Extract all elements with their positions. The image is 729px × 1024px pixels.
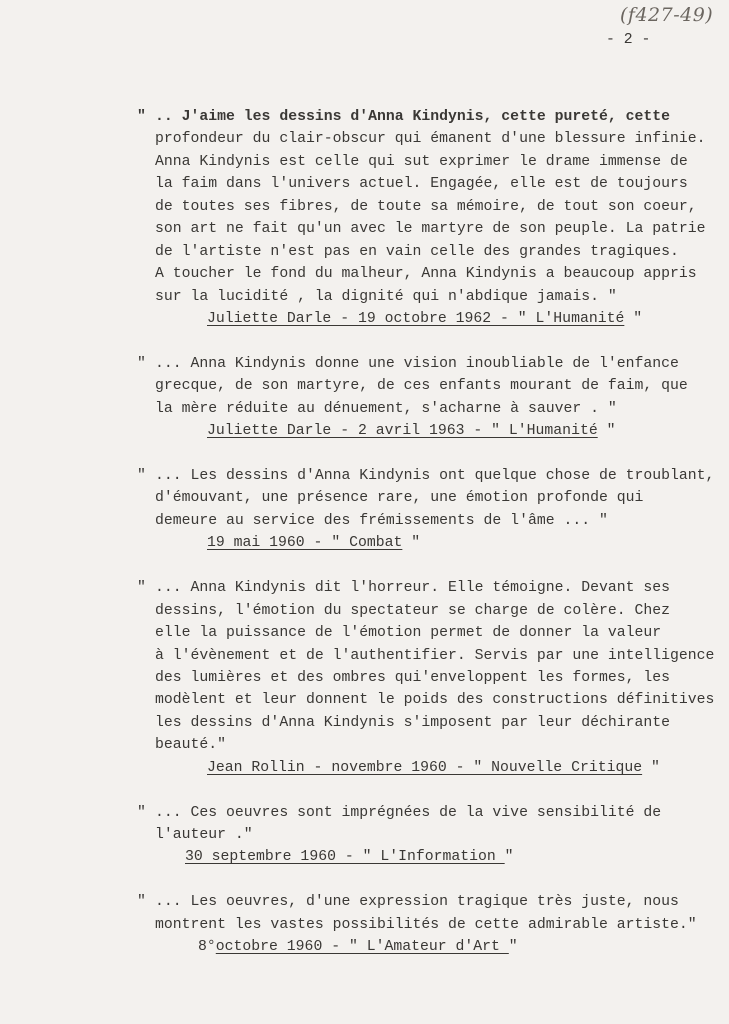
quote-text: ... Ces oeuvres sont imprégnées de la vive sensibilité de <box>155 804 662 821</box>
quote-line <box>137 173 714 195</box>
quote-text: son art ne fait qu'un avec le martyre de son peuple. La patrie <box>155 221 706 238</box>
attribution-source: 19 mai 1960 - " Combat <box>207 535 403 552</box>
quote-block <box>137 353 714 443</box>
attribution <box>137 936 714 958</box>
attribution-source: 30 septembre 1960 - " L'Information <box>185 849 505 866</box>
quote-text: ... Anna Kindynis donne une vision inoubliable de l'enfance <box>155 355 679 372</box>
quote-line <box>137 824 714 846</box>
closing-quote-mark: " <box>508 939 518 956</box>
quote-text: des lumières et des ombres qui'enveloppent les formes, les <box>155 669 671 686</box>
attribution-source: octobre 1960 - " L'Amateur d'Art <box>215 939 509 956</box>
quote-text: la faim dans l'univers actuel. Engagée, elle est de toujours <box>155 176 688 193</box>
quote-text: profondeur du clair-obscur qui émanent d'une blessure infinie. <box>155 131 706 148</box>
quote-line <box>137 891 714 913</box>
quote-text: la mère réduite au dénuement, s'acharne à sauver . " <box>155 400 617 417</box>
closing-quote-mark: " <box>642 759 660 776</box>
attribution-source: Juliette Darle - 19 octobre 1962 - " L'Humanité <box>207 310 625 327</box>
quote-line <box>137 712 714 734</box>
quote-line <box>137 734 714 756</box>
quote-text: ... Anna Kindynis dit l'horreur. Elle témoigne. Devant ses <box>155 580 671 597</box>
quote-line <box>137 510 714 532</box>
quote-text: montrent les vastes possibilités de cette admirable artiste." <box>155 916 697 933</box>
quote-line <box>137 196 714 218</box>
quote-text: grecque, de son martyre, de ces enfants mourant de faim, que <box>155 378 688 395</box>
quote-text: de l'artiste n'est pas en vain celle des grandes tragiques. <box>155 243 679 260</box>
quote-line <box>137 286 714 308</box>
attribution <box>137 846 714 868</box>
quote-text: A toucher le fond du malheur, Anna Kindynis a beaucoup appris <box>155 266 697 283</box>
quote-text: de toutes ses fibres, de toute sa mémoire, de tout son coeur, <box>155 198 697 215</box>
quote-block <box>137 802 714 869</box>
quote-text: modèlent et leur donnent le poids des constructions définitives <box>155 692 715 709</box>
quote-line <box>137 106 714 128</box>
quote-text: sur la lucidité , la dignité qui n'abdique jamais. " <box>155 288 617 305</box>
quote-line <box>137 465 714 487</box>
quote-text: dessins, l'émotion du spectateur se charge de colère. Chez <box>155 602 671 619</box>
opening-quote-mark: " <box>137 580 146 597</box>
opening-quote-mark: " <box>137 355 146 372</box>
quote-block <box>137 465 714 555</box>
quote-text: ... Les dessins d'Anna Kindynis ont quelque chose de troublant, <box>155 468 715 484</box>
opening-quote-mark: " <box>137 109 146 125</box>
quote-line <box>137 375 714 397</box>
quote-text: d'émouvant, une présence rare, une émotion profonde qui <box>155 490 644 507</box>
quote-line <box>137 398 714 420</box>
quote-line <box>137 689 714 711</box>
handwritten-reference: (f427-49) <box>620 4 714 26</box>
closing-quote-mark: " <box>504 849 514 866</box>
quote-block <box>137 891 714 958</box>
quote-block <box>137 106 714 330</box>
quote-text: ... Les oeuvres, d'une expression tragique très juste, nous <box>155 894 679 911</box>
closing-quote-mark: " <box>402 535 421 552</box>
quote-text: l'auteur ." <box>155 827 253 843</box>
quote-line <box>137 218 714 240</box>
closing-quote-mark: " <box>597 423 616 440</box>
quote-line <box>137 600 714 622</box>
quote-text: elle la puissance de l'émotion permet de donner la valeur <box>155 625 662 642</box>
quote-text: .. J'aime les dessins d'Anna Kindynis, cette pureté, cette <box>155 109 671 125</box>
attribution-source: Jean Rollin - novembre 1960 - " Nouvelle Critique <box>207 759 643 776</box>
quote-text: Anna Kindynis est celle qui sut exprimer le drame immense de <box>155 153 688 170</box>
quote-line <box>137 802 714 824</box>
page-number: - 2 - <box>606 32 651 48</box>
attribution <box>137 532 714 554</box>
quote-line <box>137 914 714 936</box>
opening-quote-mark: " <box>137 894 146 911</box>
quote-line <box>137 151 714 173</box>
attribution <box>137 420 714 442</box>
quote-text: demeure au service des frémissements de l'âme ... " <box>155 512 608 529</box>
quote-line <box>137 241 714 263</box>
quote-line <box>137 667 714 689</box>
quote-block <box>137 577 714 779</box>
quote-line <box>137 128 714 150</box>
closing-quote-mark: " <box>624 310 643 327</box>
document-body <box>137 106 714 981</box>
quote-text: beauté." <box>155 737 227 754</box>
quote-text: à l'évènement et de l'authentifier. Servis par une intelligence <box>155 647 715 664</box>
opening-quote-mark: " <box>137 804 146 821</box>
attribution-source: Juliette Darle - 2 avril 1963 - " L'Humanité <box>207 423 598 440</box>
quote-line <box>137 353 714 375</box>
quote-line <box>137 645 714 667</box>
quote-line <box>137 487 714 509</box>
attribution-day: 8° <box>198 939 216 956</box>
quote-line <box>137 577 714 599</box>
opening-quote-mark: " <box>137 468 146 484</box>
attribution <box>137 308 714 330</box>
quote-line <box>137 263 714 285</box>
attribution <box>137 757 714 779</box>
quote-line <box>137 622 714 644</box>
quote-text: les dessins d'Anna Kindynis s'imposent par leur déchirante <box>155 714 671 731</box>
